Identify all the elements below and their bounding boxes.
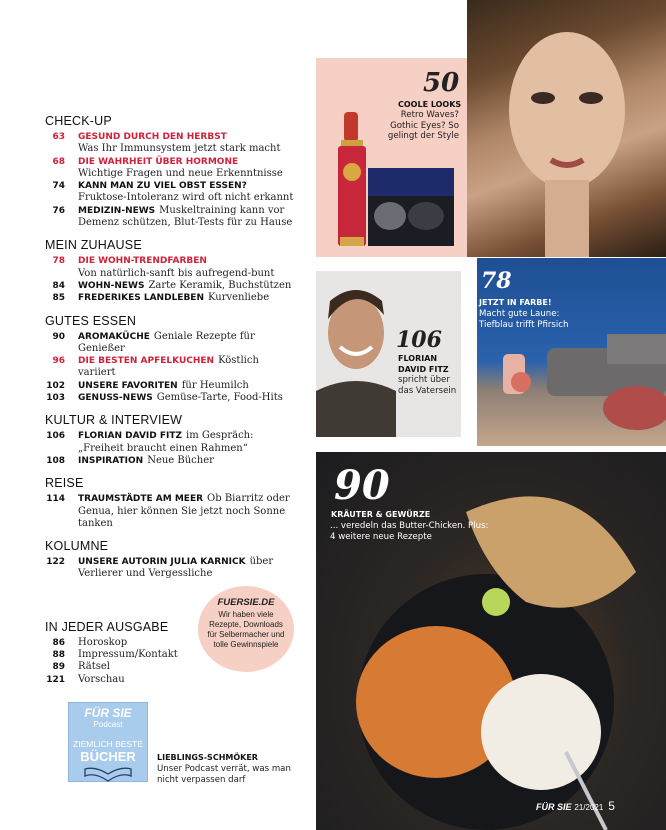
teaser-heading: COOLE LOOKS bbox=[398, 100, 462, 109]
toc-entry-headline: UNSERE FAVORITEN bbox=[78, 380, 178, 391]
toc-entry-text bbox=[78, 156, 297, 181]
toc-entry-headline: FLORIAN DAVID FITZ bbox=[78, 431, 183, 442]
toc-page-number: 122 bbox=[46, 557, 65, 568]
teaser-text: spricht über das Vatersein bbox=[398, 375, 457, 396]
toc-entry-text bbox=[78, 380, 297, 392]
toc-entry-headline: TRAUMSTÄDTE AM MEER bbox=[78, 494, 204, 505]
toc-section-title: KULTUR & INTERVIEW bbox=[45, 413, 183, 428]
toc-entry[interactable] bbox=[45, 380, 297, 392]
toc-entry-headline: KANN MAN ZU VIEL OBST ESSEN? bbox=[78, 181, 247, 192]
toc-entry-headline: GENUSS-NEWS bbox=[78, 393, 153, 404]
toc-entry-description: Kurvenliebe bbox=[208, 292, 270, 304]
toc-entry[interactable] bbox=[45, 280, 297, 292]
toc-section-title: MEIN ZUHAUSE bbox=[45, 238, 142, 253]
toc-page-number: 86 bbox=[52, 637, 65, 648]
toc-entry-text bbox=[78, 430, 297, 455]
toc-entry[interactable] bbox=[45, 156, 297, 181]
teaser-heading: KRÄUTER & GEWÜRZE bbox=[331, 510, 431, 519]
toc-entry-description: Neue Bücher bbox=[147, 454, 214, 466]
toc-entry-description: Gemüse-Tarte, Food-Hits bbox=[156, 392, 283, 404]
toc-page-number: 114 bbox=[46, 494, 65, 505]
makeup-photo-panel bbox=[316, 58, 467, 257]
toc-entry[interactable] bbox=[45, 392, 297, 404]
toc-entry[interactable] bbox=[45, 493, 297, 530]
footer-brand: FÜR SIE bbox=[536, 802, 572, 812]
toc-page-number: 63 bbox=[52, 132, 65, 142]
toc-entry-description: Ob Biarritz oder bbox=[207, 493, 290, 505]
toc-entry-description: Horoskop bbox=[78, 636, 128, 648]
toc-entry-description: Muskeltraining kann vor bbox=[159, 204, 285, 216]
teaser-heading: JETZT IN FARBE! bbox=[479, 298, 552, 307]
toc-entry-headline: AROMAKÜCHE bbox=[78, 331, 150, 342]
face-image bbox=[467, 0, 666, 257]
toc-entry[interactable] bbox=[45, 255, 297, 280]
toc-entry-text bbox=[78, 280, 297, 292]
toc-entry-headline: DIE BESTEN APFELKUCHEN bbox=[78, 356, 215, 367]
toc-section-title: GUTES ESSEN bbox=[45, 313, 137, 328]
toc-entry-headline: DIE WAHRHEIT ÜBER HORMONE bbox=[78, 156, 239, 167]
toc-entry[interactable] bbox=[45, 131, 297, 156]
toc-section-title: CHECK-UP bbox=[45, 114, 112, 128]
toc-entry-description: Rätsel bbox=[78, 661, 110, 673]
toc-section-title: KOLUMNE bbox=[45, 539, 109, 554]
toc-section bbox=[45, 413, 297, 467]
toc-page-number: 85 bbox=[52, 293, 65, 304]
toc-page-number: 76 bbox=[52, 205, 65, 216]
toc-entry-headline: GESUND DURCH DEN HERBST bbox=[78, 132, 227, 142]
teaser-number: 106 bbox=[396, 327, 442, 353]
toc-entry-description: Köstlich variiert bbox=[78, 355, 259, 379]
toc-page-number: 108 bbox=[46, 455, 65, 466]
toc-page-number: 90 bbox=[52, 331, 65, 342]
toc-entry-subline: Genua, hier können Sie jetzt noch Sonne tanken bbox=[78, 505, 286, 529]
toc-entry-headline: UNSERE AUTORIN JULIA KARNICK bbox=[78, 557, 246, 568]
podcast-title-line2: BÜCHER bbox=[80, 749, 136, 764]
toc-entry[interactable] bbox=[45, 556, 297, 581]
toc-page-number: 84 bbox=[52, 280, 65, 291]
toc-entry-text bbox=[78, 255, 297, 280]
toc-entry-headline: MEDIZIN-NEWS bbox=[78, 205, 156, 216]
website-bubble[interactable] bbox=[198, 586, 294, 672]
toc-entry-subline: Demenz schützen, Blut-Tests für zu Hause bbox=[78, 217, 293, 229]
toc-page-number: 88 bbox=[52, 650, 65, 661]
toc-entry[interactable] bbox=[45, 455, 297, 467]
toc-section bbox=[45, 314, 297, 405]
toc-entry-description: Geniale Rezepte für Genießer bbox=[78, 330, 255, 354]
toc-entry-text bbox=[78, 180, 297, 205]
toc-entry-subline: Fruktose-Intoleranz wird oft nicht erkannt bbox=[78, 192, 294, 204]
toc-entry-description: über bbox=[249, 556, 274, 568]
toc-page-number: 68 bbox=[52, 156, 65, 167]
toc-entry[interactable] bbox=[45, 205, 297, 230]
toc-section-title: REISE bbox=[45, 476, 84, 491]
podcast-cover[interactable] bbox=[68, 702, 148, 782]
teaser-text: Retro Waves? Gothic Eyes? So gelingt der Style bbox=[387, 110, 459, 142]
toc-entry-subline: Wichtige Fragen und neue Erkenntnisse bbox=[78, 167, 283, 179]
toc-section bbox=[45, 238, 297, 304]
toc-entry[interactable] bbox=[45, 355, 297, 380]
eyeshadow-palette-image bbox=[366, 166, 458, 248]
toc-entry-description: für Heumilch bbox=[181, 379, 249, 391]
podcast-text: Unser Podcast verrät, was man nicht verpassen darf bbox=[157, 764, 291, 785]
toc-entry-headline: WOHN-NEWS bbox=[78, 280, 145, 291]
toc-entry[interactable] bbox=[45, 674, 297, 686]
toc-entry-text bbox=[78, 392, 297, 404]
toc-entry-text bbox=[78, 205, 297, 230]
teaser-number: 78 bbox=[481, 268, 512, 294]
podcast-brand: FÜR SIE bbox=[84, 706, 132, 720]
toc-entry[interactable] bbox=[45, 180, 297, 205]
toc-page-number: 74 bbox=[52, 181, 65, 192]
podcast-title-line1: ZIEMLICH BESTE bbox=[73, 739, 143, 749]
toc-entry-subline: Von natürlich-sanft bis aufregend-bunt bbox=[78, 267, 275, 279]
toc-section bbox=[45, 539, 297, 581]
toc-page-number: 89 bbox=[52, 662, 65, 673]
toc-entry-subline: Verlierer und Vergessliche bbox=[78, 568, 213, 580]
teaser-number: 90 bbox=[334, 462, 390, 509]
website-text: Wir haben viele Rezepte, Downloads für Selbermacher und tolle Gewinnspiele bbox=[207, 610, 285, 649]
footer-issue: 21/2021 bbox=[574, 803, 604, 812]
toc-entry-description: im Gespräch: bbox=[186, 430, 254, 442]
toc-entry-text bbox=[78, 292, 297, 304]
toc-page-number: 106 bbox=[46, 431, 65, 442]
page-footer bbox=[536, 799, 615, 813]
toc-page-number: 102 bbox=[46, 380, 65, 391]
toc-section bbox=[45, 114, 297, 229]
book-icon bbox=[83, 766, 133, 784]
toc-page-number: 103 bbox=[46, 393, 65, 404]
toc-entry-description: Vorschau bbox=[78, 673, 125, 685]
podcast-label: Podcast bbox=[93, 720, 123, 729]
toc-section bbox=[45, 476, 297, 530]
teaser-heading: FLORIAN DAVID FITZ bbox=[398, 354, 449, 374]
actor-portrait-photo bbox=[316, 271, 461, 437]
toc-page-number: 96 bbox=[52, 356, 65, 367]
toc-entry[interactable] bbox=[45, 331, 297, 356]
toc-entry-text bbox=[78, 331, 297, 356]
toc-entry[interactable] bbox=[45, 292, 297, 304]
toc-entry-text bbox=[78, 493, 297, 530]
website-heading: FUERSIE.DE bbox=[217, 597, 275, 608]
toc-entry-description: Zarte Keramik, Buchstützen bbox=[148, 279, 292, 291]
interior-photo bbox=[477, 258, 666, 446]
toc-page-number: 78 bbox=[52, 256, 65, 267]
teaser-text: ... veredeln das Butter-Chicken. Plus: 4 weitere neue Rezepte bbox=[330, 521, 489, 542]
teaser-text: Macht gute Laune: Tiefblau trifft Pfirsich bbox=[479, 309, 569, 330]
toc-page-number: 121 bbox=[46, 674, 65, 685]
toc-entry-text bbox=[78, 455, 297, 467]
toc-entry-text bbox=[78, 131, 297, 156]
toc-entry-subline: „Freiheit braucht einen Rahmen“ bbox=[78, 442, 248, 454]
toc-entry[interactable] bbox=[45, 430, 297, 455]
toc-entry-text bbox=[78, 355, 297, 380]
toc-section-title: IN JEDER AUSGABE bbox=[45, 619, 169, 634]
teaser-number: 50 bbox=[423, 68, 460, 98]
toc-entry-subline: Was Ihr Immunsystem jetzt stark macht bbox=[78, 143, 281, 155]
food-photo bbox=[316, 452, 666, 830]
toc-entry-headline: DIE WOHN-TRENDFARBEN bbox=[78, 256, 207, 267]
toc-entry-text bbox=[78, 556, 297, 581]
toc-entry-description: Impressum/Kontakt bbox=[78, 649, 178, 661]
toc-entry-headline: FREDERIKES LANDLEBEN bbox=[78, 293, 204, 304]
toc-entry-text bbox=[78, 674, 297, 686]
toc-entry-headline: INSPIRATION bbox=[78, 455, 144, 466]
podcast-heading: LIEBLINGS-SCHMÖKER bbox=[157, 753, 258, 762]
footer-page-number: 5 bbox=[608, 799, 615, 813]
model-portrait-photo bbox=[467, 0, 666, 257]
